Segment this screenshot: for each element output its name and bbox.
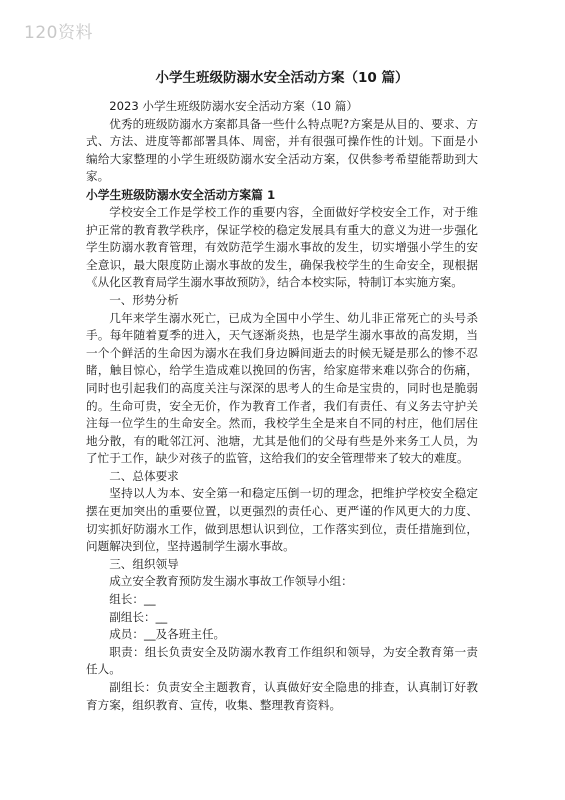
paragraph-leader-duties: 职责：组长负责安全及防溺水教育工作组织和领导，为安全教育第一责任人。 [86, 644, 478, 677]
document-subtitle: 2023 小学生班级防溺水安全活动方案（10 篇） [109, 99, 358, 113]
paragraph-situation: 几年来学生溺水死亡，已成为全国中小学生、幼儿非正常死亡的头号杀手。每年随着夏季的进入，天气逐渐炎热，也是学生溺水事故的高发期，当一个个鲜活的生命因为溺水在我们身边瞬间逝去的时候无疑是那么的惨不忍睹，触目惊心，给学生造成难以挽回的伤害，给家庭带来难以弥合的伤痛，同时也引起我们的高度关注与深深的思考人的生命是宝贵的，同时也是脆弱的。生命可贵，安全无价，作为教育工作者，我们有责任、有义务去守护关注每一位学生的生命安全。然而，我校学生全是来自不同的村庄，他们居住地分散，有的毗邻江河、池塘，尤其是他们的父母有些是外来务工人员，为了忙于工作，缺少对孩子的监管，这给我们的安全管理带来了较大的难度。 [86, 310, 478, 466]
intro-paragraph: 优秀的班级防溺水方案都具备一些什么特点呢?方案是从目的、要求、方式、方法、进度等都部署具体、周密，并有很强可操作性的计划。下面是小编给大家整理的小学生班级防溺水安全活动方案，仅供参考希望能帮助到大家。 [86, 116, 478, 184]
paragraph-requirements: 坚持以人为本、安全第一和稳定压倒一切的理念，把维护学校安全稳定摆在更加突出的重要位置，以更强烈的责任心、更严谨的作风更大的力度、切实抓好防溺水工作，做到思想认识到位，工作落实到位，责任措施到位，问题解决到位，坚持遏制学生溺水事故。 [86, 486, 478, 554]
subheading-situation: 一、形势分析 [109, 292, 179, 307]
paragraph-deputy-duties: 副组长：负责安全主题教育，认真做好安全隐患的排查，认真制订好教育方案，组织教育、宣传，收集、整理教育资料。 [86, 680, 478, 712]
watermark: 120资料 [24, 23, 93, 43]
document-body [86, 98, 478, 714]
list-item-leader: 组长：__ [109, 592, 156, 607]
document-title: 小学生班级防溺水安全活动方案（10 篇） [155, 70, 409, 86]
subheading-requirements: 二、总体要求 [109, 468, 179, 483]
section-heading: 小学生班级防溺水安全活动方案篇 1 [86, 187, 276, 202]
list-item-deputy: 副组长：__ [109, 609, 168, 624]
paragraph-school-safety: 学校安全工作是学校工作的重要内容，全面做好学校安全工作，对于维护正常的教育教学秩序，保证学校的稳定发展具有重大的意义为进一步强化学生防溺水教育管理，有效防范学生溺水事故的发生，切实增强小学生的安全意识，最大限度防止溺水事故的发生，确保我校学生的生命安全，现根据《从化区教育局学生溺水事故预防》，结合本校实际，特制订本实施方案。 [86, 204, 478, 290]
paragraph-leadership-group: 成立安全教育预防发生溺水事故工作领导小组： [109, 574, 353, 589]
list-item-members: 成员：__及各班主任。 [109, 627, 226, 642]
subheading-leadership: 三、组织领导 [109, 556, 179, 571]
